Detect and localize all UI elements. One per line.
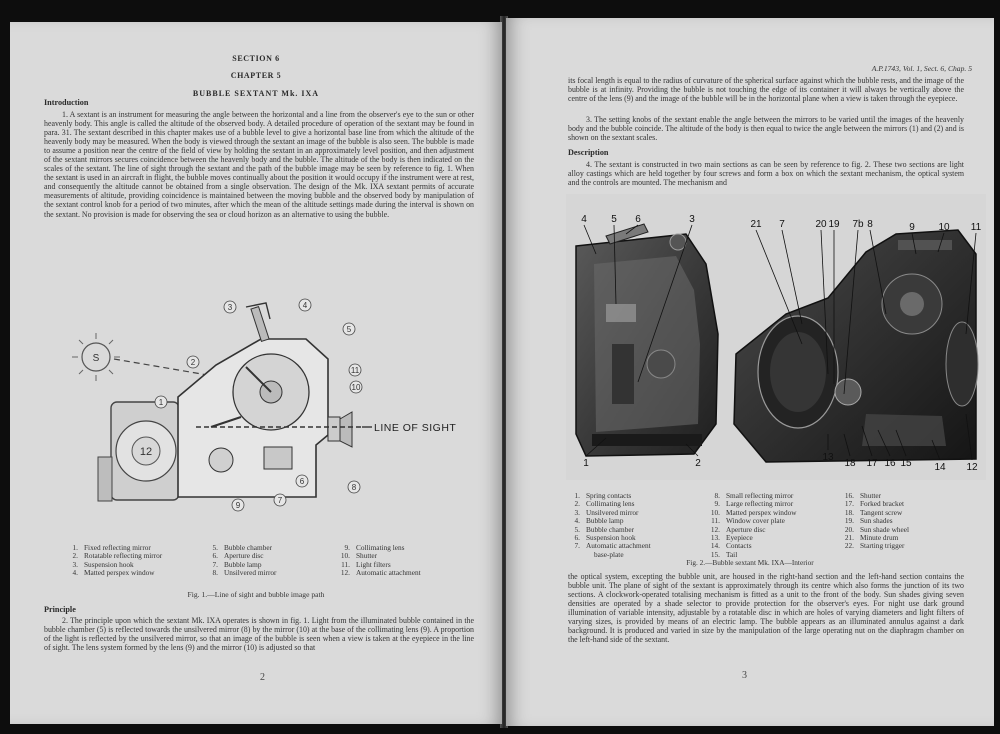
fig2-callout-number: 6 [635,214,641,225]
fig2-key-item: 1. Spring contacts [574,491,632,500]
fig2-callout-number: 8 [867,219,873,230]
paragraph-5: the optical system, excepting the bubble unit, are housed in the right-hand section and the left-hand section contains the bubble unit. The plane of sight of the sextant is approximately through its centre which also forms the junction of its two sections. A clockwork-operated totalising mechanism is fitted as a unit to the front of the body. Sun shades giving seven densities are operated by a shade selector to provide protection for the observer's eyes. For night use dark ground illumination of variable intensity, adjustable by a rotatable disc in which are holes of varying diameters and light filters of varying sizes, is provided by means of an electric lamp. The bubble appears as an illuminated annulus against a dark background. It is produced and varied in size by the manipulation of the large operating nut on the diaphragm chamber on the left-hand side of the sextant. [568,572,964,645]
fig1-automatic-attachment [98,402,179,501]
fig2-key-item: 11. Window cover plate [711,516,785,526]
fig1-key-item: 3. Suspension hook [72,559,134,569]
fig1-key-item: 2. Rotatable reflecting mirror [72,551,163,561]
fig2-key-item: 8. Small reflecting mirror [714,491,794,500]
fig2-photo [566,194,986,480]
fig2-key-item: 17. Forked bracket [844,499,904,509]
fig2-key-item: 3. Unsilvered mirror [574,507,639,517]
fig1-callout-number: 6 [299,477,305,486]
fig1-key-item: 4. Matted perspex window [72,568,155,578]
fig2-key-col3 [836,492,909,551]
fig2-callout-number: 2 [695,458,701,469]
fig1-callout-number: 2 [190,358,196,367]
fig1-key-col2 [200,544,276,578]
page-number-right: 3 [742,670,747,681]
fig2-key-item: 13. Eyepiece [710,533,753,543]
fig2-callout-number: 21 [750,219,762,230]
line-of-sight-label: LINE OF SIGHT [374,422,457,434]
fig1-callout-number: 11 [350,366,360,375]
fig2-left-section [576,224,718,456]
intro-heading: Introduction [44,98,89,107]
fig2-key-item: 15. Tail [710,549,738,559]
fig1-key-item: 10. Shutter [340,551,378,561]
sun-symbol: S [92,353,100,364]
fig1-sextant-body [178,303,352,497]
running-head: A.P.1743, Vol. 1, Sect. 6, Chap. 5 [871,64,972,73]
fig1-callout-number: 4 [302,301,308,310]
fig2-key-item: 7. Automatic attachment [574,541,651,551]
fig1-key-item: 7. Bubble lamp [212,559,262,569]
fig2-callout-number: 1 [583,458,589,469]
fig1-sun [72,333,120,381]
section-heading: SECTION 6 [232,54,280,63]
fig2-callout-number: 10 [938,222,950,233]
principle-paragraph: 2. The principle upon which the sextant Mk. IXA operates is shown in fig. 1. Light from the illuminated bubble contained in the bubble chamber (5) is reflected towards the unsilvered mirror (8) by the mirror (10) at the base of the collimating lens (9). A proportion of the light is reflected by the unsilvered mirror, so that an image of the bubble is seen when a view is taken at the eyepiece in the line of sight. The lens system formed by the lens (9) and the mirror (10) is adjusted so that [44,616,474,653]
paragraph-4: 4. The sextant is constructed in two main sections as can be seen by reference to fig. 2. These two sections are light alloy castings which are held together by four screws and form a box on which the sextant mechanism, the optical system and the controls are mounted. The mechanism and [568,160,964,188]
fig2-callout-number: 20 [815,219,827,230]
fig1-callout-number: 3 [227,303,233,312]
fig1-key-item: 5. Bubble chamber [212,543,273,552]
fig2-callout-number: 14 [934,462,946,473]
fig2-key-col1 [562,492,651,559]
principle-heading: Principle [44,605,76,614]
fig1-key-item: 9. Collimating lens [344,543,405,552]
fig1-callout-number: 1 [158,398,164,407]
fig2-callout-number: 15 [900,458,912,469]
fig2-callout-number: 7 [779,219,785,230]
fig1-callout-number: 10 [351,383,361,392]
automatic-attachment-label: 12 [139,446,153,458]
fig1-callout-number: 9 [235,501,241,510]
fig2-callout-number: 19 [828,219,840,230]
fig1-key-item: 11. Light filters [341,559,391,569]
fig2-key-item: 19. Sun shades [844,516,893,526]
fig2-callout-number: 11 [970,222,982,233]
fig1-key-item: 12. Automatic attachment [340,568,421,578]
fig2-key-item: 6. Suspension hook [574,533,636,543]
fig2-key-item: 22. Starting trigger [844,541,905,551]
fig2-callout-number: 16 [884,458,896,469]
fig2-caption: Fig. 2.—Bubble sextant Mk. IXA—Interior [686,558,814,567]
fig2-key-item: 10. Matted perspex window [710,507,797,517]
fig2-callout-number: 9 [909,222,915,233]
fig1-callout-number: 5 [346,325,352,334]
fig1-callout-number: 8 [351,483,357,492]
fig2-callout-number: 3 [689,214,695,225]
fig2-key-item: 9. Large reflecting mirror [714,499,794,509]
fig2-key-item: 12. Aperture disc [710,524,766,534]
fig2-key-item: 16. Shutter [844,491,882,500]
fig2-callout-number: 13 [822,452,834,463]
fig2-key-item: 5. Bubble chamber [574,524,635,534]
fig2-key-col2 [702,492,797,559]
fig2-key-item: 4. Bubble lamp [574,516,624,526]
fig2-key-item: 2. Collimating lens [574,499,635,509]
page-number-left: 2 [260,672,265,683]
fig2-callout-number: 5 [611,214,617,225]
fig1-key-col1 [60,544,162,578]
fig2-key-item: base-plate [594,549,624,559]
paragraph-3: 3. The setting knobs of the sextant enable the angle between the mirrors to be varied until the images of the heavenly body and the bubble coincide. The altitude of the body is then equal to twice the angle between the mirrors (1) and (2) and is shown on the sextant scales. [568,115,964,143]
fig1-key-item: 8. Unsilvered mirror [212,568,277,578]
fig1-key-col3 [332,544,421,578]
fig2-key-item: 21. Minute drum [844,533,899,543]
fig2-key-item: 14. Contacts [710,541,752,551]
fig2-callout-number: 17 [866,458,878,469]
fig1-key-item: 1. Fixed reflecting mirror [72,543,151,552]
fig2-callout-number: 18 [844,458,856,469]
page-title: BUBBLE SEXTANT Mk. IXA [192,89,320,98]
fig2-callout-number: 12 [966,462,978,473]
left-page [10,22,502,724]
fig2-key-item: 20. Sun shade wheel [844,524,910,534]
description-heading: Description [568,148,609,157]
fig2-key-item: 18. Tangent screw [844,507,903,517]
fig1-callout-number: 7 [277,496,283,505]
continued-paragraph: its focal length is equal to the radius of curvature of the spherical surface against which the bubble rests, and the image of the bubble is at infinity. Providing the bubble is not touching the edge of its container it will always be vertically above the centre of the lens (9) and the image of the bubble will be in the horizontal plane when a view is taken through the eyepiece. [568,76,964,104]
fig1-caption: Fig. 1.—Line of sight and bubble image path [187,590,325,599]
intro-paragraph: 1. A sextant is an instrument for measuring the angle between the horizontal and a line from the observer's eye to the sun or other heavenly body. This angle is called the altitude of the observed body. A detailed procedure of operation of the sextant may be found in para. 31. The sextant described in this chapter makes use of a bubble level to give a horizontal base line from which the altitude of the heavenly body may be measured. When the body is viewed through the sextant an image of the bubble is also seen. The bubble is made to assume a position near the centre of the field of view by holding the sextant in an approximately level position, and then adjustment of the sextant mirrors secures coincidence between the heavenly body and the bubble. The altitude of the body is then indicated on the scales of the sextant. The line of sight through the sextant and the path of the bubble image may be seen by reference to fig. 1. When the sextant is used in an aircraft in flight, the bubble moves continually about the position it would occupy if the instrument were at rest, and consequently the altitude cannot be obtained from a single observation. The design of the Mk. IXA sextant permits of accurate measurements of altitude, providing coincidence is maintained between the moving bubble and the observed body by manipulation of the sextant control knob for a period of two minutes, after which the mean of the altitude settings made during the interval is shown on the sextant. No provision is made for observing the sea or cloud horizon as an alternative to using the bubble. [44,110,474,219]
fig1-diagram [66,267,458,519]
fig1-key-item: 6. Aperture disc [212,551,264,561]
fig2-callout-number: 4 [581,214,587,225]
chapter-heading: CHAPTER 5 [230,71,282,80]
right-page [506,18,994,726]
fig2-callout-number: 7b [852,219,864,230]
